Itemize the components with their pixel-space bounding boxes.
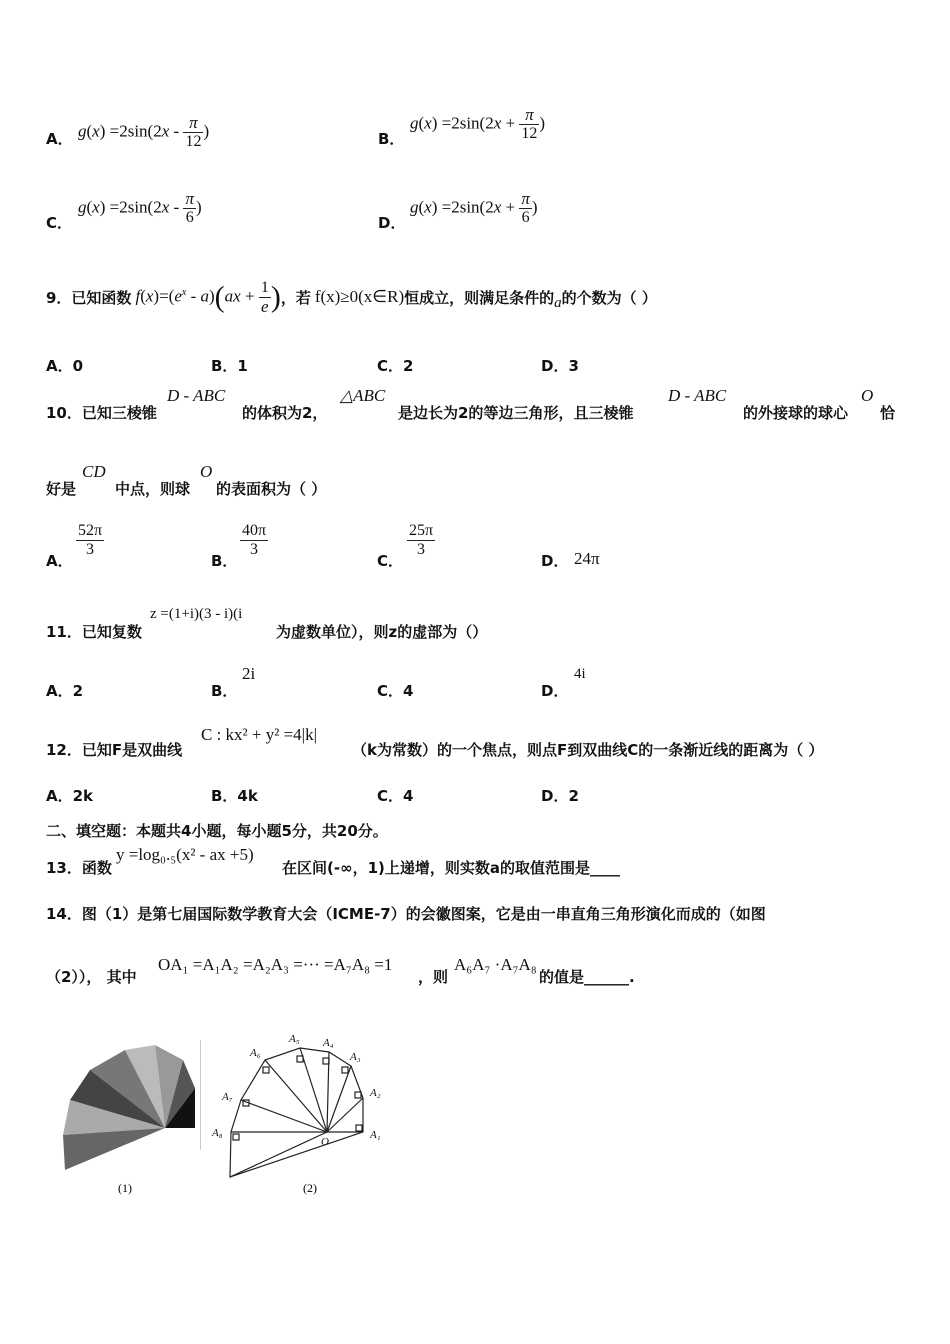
ray-a2 bbox=[327, 1098, 363, 1132]
q11-expr: z =(1+i)(3 - i)(i bbox=[150, 606, 243, 622]
q12-prefix: 12．已知F是双曲线 bbox=[46, 741, 183, 759]
q13-prefix: 13．函数 bbox=[46, 859, 112, 877]
figure-1-logo bbox=[55, 1040, 225, 1195]
q9-mid: ，若 bbox=[280, 288, 311, 307]
q12-option-d: D．2 bbox=[541, 787, 579, 805]
q8-option-a-expr: g(x) =2sin(2x - $\frac{\pi}{12}$ ) bbox=[78, 113, 210, 150]
label-a8: A₈ bbox=[212, 1127, 223, 1139]
q10-option-c-label: C． bbox=[377, 552, 404, 570]
q10-t3: D - ABC bbox=[668, 386, 727, 405]
q10-t2: △ABC bbox=[340, 386, 386, 405]
figure-1-caption: (1) bbox=[118, 1181, 132, 1195]
q13-expr: y =log₀.₅(x² - ax +5) bbox=[116, 845, 254, 864]
q14-line2b: ，则 bbox=[418, 968, 449, 986]
question-9 bbox=[46, 272, 657, 322]
q12-option-b: B．4k bbox=[211, 787, 258, 805]
q8-option-d-label: D． bbox=[378, 214, 406, 232]
q11-option-d-label: D． bbox=[541, 682, 569, 700]
q8-option-b-expr: g(x) =2sin(2x + $\frac{\pi}{12}$ ) bbox=[410, 105, 546, 142]
q8-option-a-label: A． bbox=[46, 130, 73, 148]
q12-suffix: （k为常数）的一个焦点，则点F到双曲线C的一条渐近线的距离为（ ） bbox=[352, 741, 824, 759]
q10-line2a: 好是 bbox=[46, 480, 77, 498]
q9-suffix2: 的个数为（ ） bbox=[561, 288, 657, 307]
q14-expr1: OA₁ =A₁A₂ =A₂A₃ =··· =A₇A₈ =1 bbox=[158, 955, 393, 974]
q10-option-b-value: $\frac{40\pi}{3}$ bbox=[242, 522, 267, 558]
figure-2-diagram bbox=[205, 1030, 405, 1200]
q11-option-b-value: 2i bbox=[242, 664, 256, 683]
q9-func: $f(x)=(e^x - a)(ax$ + $\frac{1}{e}$ ) bbox=[135, 278, 281, 316]
q9-option-b: B．1 bbox=[211, 357, 248, 375]
q10-option-c-value: $\frac{25\pi}{3}$ bbox=[409, 522, 434, 558]
q9-prefix: 9．已知函数 bbox=[46, 288, 132, 307]
ray-final bbox=[230, 1132, 327, 1177]
label-a6: A₆ bbox=[250, 1047, 261, 1059]
q11-suffix: 为虚数单位），则z的虚部为（） bbox=[276, 623, 488, 641]
label-a1: A₁ bbox=[370, 1129, 381, 1141]
q10-line2b: 中点，则球 bbox=[115, 480, 191, 498]
label-a4: A₄ bbox=[323, 1037, 334, 1049]
label-a5: A₅ bbox=[289, 1033, 300, 1045]
q10-t1: D - ABC bbox=[167, 386, 226, 405]
q10-p3: 是边长为2的等边三角形，且三棱锥 bbox=[398, 404, 634, 422]
label-a3: A₃ bbox=[350, 1051, 361, 1063]
q10-t6: O bbox=[200, 462, 213, 481]
q10-t5: CD bbox=[82, 462, 106, 481]
q8-option-c-label: C． bbox=[46, 214, 73, 232]
q9-option-c: C．2 bbox=[377, 357, 414, 375]
q10-option-d-label: D． bbox=[541, 552, 569, 570]
ray-a6 bbox=[265, 1060, 327, 1132]
q10-p5: 恰 bbox=[880, 404, 896, 422]
q8-option-b-label: B． bbox=[378, 130, 405, 148]
label-a2: A₂ bbox=[370, 1087, 381, 1099]
q9-cond: f(x)≥0(x∈R) bbox=[314, 287, 405, 306]
section-2-heading: 二、填空题：本题共4小题，每小题5分，共20分。 bbox=[46, 822, 388, 840]
ray-a3 bbox=[327, 1066, 351, 1132]
q11-option-d-value: 4i bbox=[574, 666, 586, 682]
q10-t4: O bbox=[861, 386, 874, 405]
q14-line1: 14．图（1）是第七届国际数学教育大会（ICME-7）的会徽图案，它是由一串直角三角形演化而成的（如图 bbox=[46, 905, 766, 923]
q10-p2: 的体积为2， bbox=[242, 404, 328, 422]
q9-option-a: A．0 bbox=[46, 357, 84, 375]
q11-option-a: A．2 bbox=[46, 682, 84, 700]
q10-option-a-label: A． bbox=[46, 552, 73, 570]
q11-option-c: C．4 bbox=[377, 682, 414, 700]
q10-option-b-label: B． bbox=[211, 552, 238, 570]
q14-line2c: 的值是______. bbox=[539, 968, 635, 986]
logo-triangle bbox=[63, 1128, 165, 1170]
label-o: O bbox=[321, 1136, 329, 1148]
q8-option-c-expr: g(x) =2sin(2x - $\frac{\pi}{6}$ ) bbox=[78, 189, 202, 226]
q12-option-c: C．4 bbox=[377, 787, 414, 805]
q8-option-d-expr: g(x) =2sin(2x + $\frac{\pi}{6}$ ) bbox=[410, 189, 538, 226]
label-a7: A₇ bbox=[222, 1091, 233, 1103]
q10-prefix: 10．已知三棱锥 bbox=[46, 404, 157, 422]
q9-var: a bbox=[554, 294, 562, 311]
q12-option-a: A．2k bbox=[46, 787, 94, 805]
q10-option-a-value: $\frac{52\pi}{3}$ bbox=[78, 522, 103, 558]
q9-suffix1: 恒成立，则满足条件的 bbox=[404, 288, 555, 307]
q11-prefix: 11．已知复数 bbox=[46, 623, 142, 641]
ray-a7 bbox=[241, 1100, 327, 1132]
q13-suffix: 在区间(-∞，1)上递增，则实数a的取值范围是____ bbox=[282, 859, 620, 877]
q14-expr2: A₆A₇ ·A₇A₈ bbox=[454, 955, 537, 974]
q9-option-d: D．3 bbox=[541, 357, 579, 375]
figure-2-caption: (2) bbox=[303, 1181, 317, 1195]
q10-line2c: 的表面积为（ ） bbox=[216, 480, 327, 498]
q10-p4: 的外接球的球心 bbox=[743, 404, 849, 422]
q14-line2a: （2））， 其中 bbox=[46, 968, 137, 986]
q10-option-d-value: 24π bbox=[574, 549, 600, 568]
q12-expr: C : kx² + y² =4|k| bbox=[201, 725, 317, 744]
q11-option-b-label: B． bbox=[211, 682, 238, 700]
